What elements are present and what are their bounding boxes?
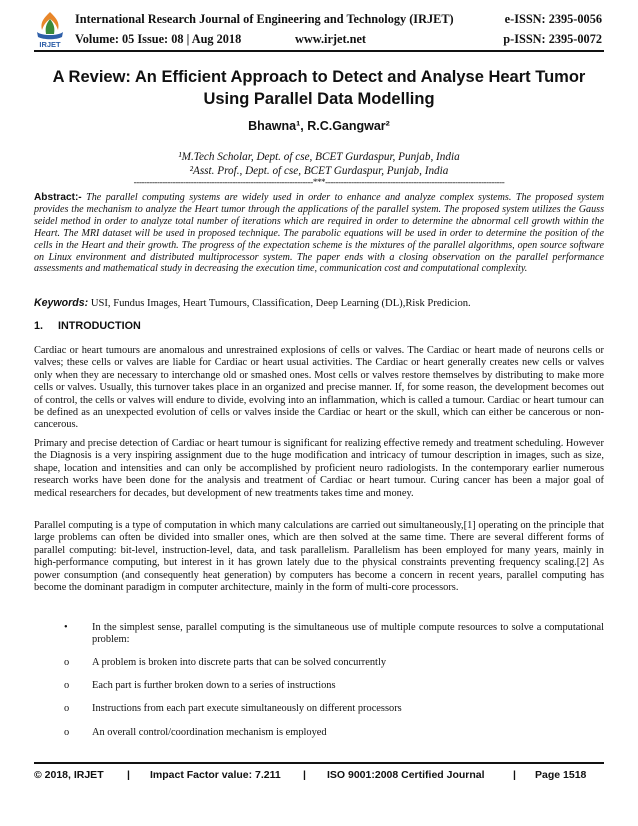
- affiliation-2: ²Asst. Prof., Dept. of cse, BCET Gurdaspur, Punjab, India: [189, 165, 449, 177]
- list-item-text: An overall control/coordination mechanism is employed: [92, 727, 327, 738]
- keywords-label: Keywords:: [34, 297, 89, 309]
- header-rule: [34, 50, 604, 52]
- footer-rule: [34, 762, 604, 764]
- abstract-text: The parallel computing systems are widely used in order to enhance and analyze complex systems. The proposed system provides the mechanism to analyze the Heart tumor through the applications of the parallel system. The proposed system utilizes the Gauss seidel method in order to analyze total number of iterations which are required in order to determine the abnormal cell growth within the Heart. The MRI dataset will be used in proposed technique. The parabolic equations will be used in order to determine the position of the cells in the Heart and their growth. The progress of the expectation scheme is the mixtures of the parallel algorithms, open source software on Linux environment and distributed multiprocessor system. The paper ends with a closing observation on the parallel performance assessments and mathematical study in decreasing the execution time, communication cost and computational complexity.: [34, 192, 604, 275]
- paper-authors: Bhawna¹, R.C.Gangwar²: [248, 119, 390, 133]
- paper-title: [34, 66, 604, 110]
- footer-separator: |: [303, 769, 306, 781]
- section-heading: [34, 320, 141, 332]
- paragraph-1: Cardiac or heart tumours are anomalous and unrestrained explosions of cells or valves. The Cardiac or heart made of neurons cells or valves; these cells or valves are liable for Cardiac or heart usual activities. The Cardiac or heart generally creates new cells or valves only when they are necessary to interchange old or smashed ones. Most cells or valves restore themselves by distributing to make more cells or valves. Usually, this turnover takes place in an organized and precise manner. If, for some reason, the development becomes out of control, the cells or valves will endure to divide, evolving into an inflammation, which is called a tumour. Cardiac or heart tumour can be defined as an unexpected evolution of cells or valves inside the Cardiac or heart or the skull, which can either be cancerous or non-cancerous.: [34, 345, 604, 431]
- abstract-label: Abstract:-: [34, 192, 82, 203]
- keywords-text: USI, Fundus Images, Heart Tumours, Classification, Deep Learning (DL),Risk Predicion.: [90, 298, 471, 309]
- journal-header: [0, 0, 638, 52]
- footer-separator: |: [513, 769, 516, 781]
- section-title: INTRODUCTION: [58, 320, 141, 332]
- abstract: [34, 192, 604, 275]
- bullet-marker: o: [64, 680, 70, 691]
- footer-copyright: © 2018, IRJET: [34, 769, 104, 781]
- footer-iso: ISO 9001:2008 Certified Journal: [327, 769, 485, 781]
- list-item-text: A problem is broken into discrete parts that can be solved concurrently: [92, 657, 387, 668]
- footer-separator: |: [127, 769, 130, 781]
- bullet-marker: o: [64, 657, 70, 668]
- bullet-marker: o: [64, 703, 70, 714]
- logo-text: IRJET: [39, 40, 61, 48]
- footer-page-number: Page 1518: [535, 769, 587, 781]
- title-separator: ---------------------------------------------------------------------***---------------------------------------------------------------------: [133, 177, 505, 187]
- volume-issue: Volume: 05 Issue: 08 | Aug 2018: [75, 32, 242, 46]
- list-item-text: Each part is further broken down to a series of instructions: [92, 680, 336, 691]
- bullet-marker: •: [64, 622, 68, 633]
- title-line-1: A Review: An Efficient Approach to Detect and Analyse Heart Tumor: [52, 68, 586, 86]
- journal-website[interactable]: www.irjet.net: [295, 32, 367, 46]
- e-issn: e-ISSN: 2395-0056: [504, 12, 602, 26]
- paragraph-3: Parallel computing is a type of computation in which many calculations are carried out simultaneously,[1] operating on the principle that large problems can often be divided into smaller ones, which are then solved at the same time. There are several different forms of parallel computing: bit-level, instruction-level, data, and task parallelism. Parallelism has been employed for many years, mainly in high-performance computing, but interest in it has grown lately due to the physical constraints preventing frequency scaling.[2] As power consumption (and consequently heat generation) by computers has become a concern in recent years, parallel computing has become the dominant paradigm in computer architecture, mainly in the form of multi-core processors.: [34, 520, 604, 594]
- list-item-text: In the simplest sense, parallel computing is the simultaneous use of multiple compute resources to solve a computational problem:: [92, 622, 604, 646]
- affiliation-1: ¹M.Tech Scholar, Dept. of cse, BCET Gurdaspur, Punjab, India: [178, 151, 460, 163]
- irjet-logo-icon: [34, 10, 66, 48]
- list-item-text: Instructions from each part execute simultaneously on different processors: [92, 703, 402, 714]
- bullet-marker: o: [64, 727, 70, 738]
- footer-impact-factor: Impact Factor value: 7.211: [150, 769, 281, 781]
- paragraph-2: Primary and precise detection of Cardiac or heart tumour is significant for realizing effective remedy and treatment scheduling. However the Diagnosis is a very inspiring assignment due to the huge modification and intricacy of tumour description in images, such as size, shape, location and intensities and can only be accomplished by proficient neuro radiologists. In the contemporary earlier numerous research works have been done for the analysis and treatment of Cardiac or heart tumour. Curing cancer has been a major goal of medical researchers for decades, but development of new treatments takes time and money.: [34, 438, 604, 499]
- journal-name: International Research Journal of Engineering and Technology (IRJET): [75, 12, 454, 26]
- title-line-2: Using Parallel Data Modelling: [203, 90, 435, 108]
- keywords: [34, 297, 604, 310]
- section-number: 1.: [34, 320, 44, 332]
- p-issn: p-ISSN: 2395-0072: [503, 32, 602, 46]
